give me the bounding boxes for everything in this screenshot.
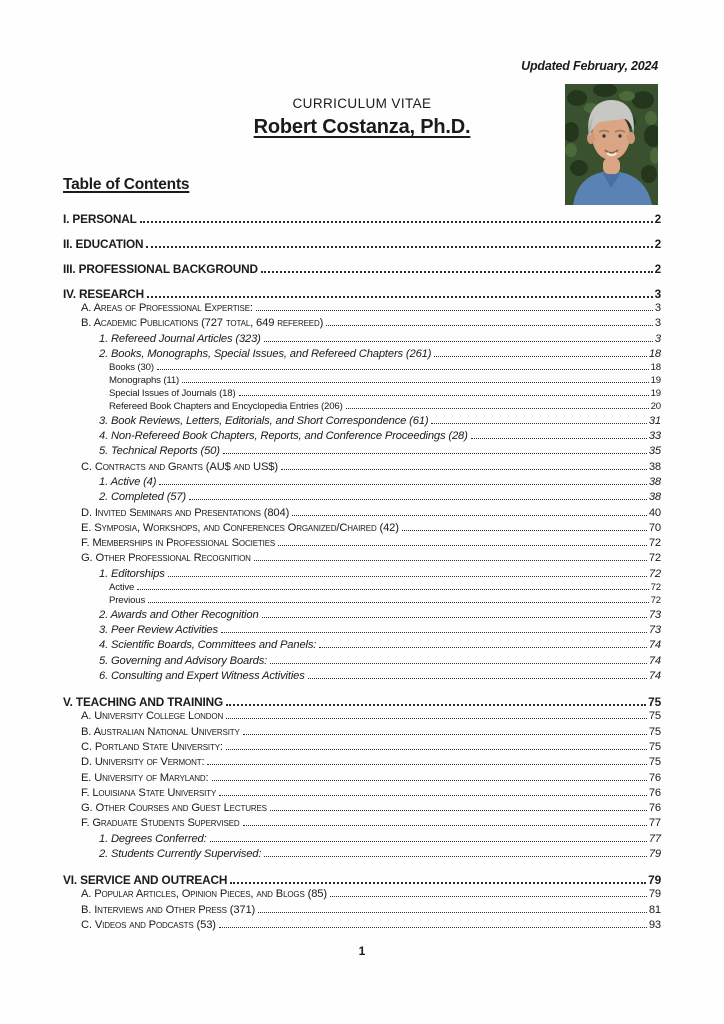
toc-leader-dots [434, 356, 647, 357]
toc-entry-label: G. Other Professional Recognition [81, 552, 251, 565]
toc-entry-page: 77 [648, 832, 661, 845]
toc-entry-page: 74 [648, 670, 661, 683]
toc-leader-dots [182, 382, 649, 383]
toc-entry [63, 332, 661, 347]
toc-entry [63, 654, 661, 669]
toc-entry-page: 72 [650, 582, 661, 594]
toc-entry-label: II. EDUCATION [63, 237, 144, 251]
toc-entry-label: 6. Consulting and Expert Witness Activities [99, 670, 305, 683]
toc-entry-label: A. Areas of Professional Expertise: [81, 302, 253, 314]
toc-entry-label: F. Louisiana State University [81, 786, 217, 799]
toc-entry-page: 74 [648, 654, 661, 667]
toc-leader-dots [230, 882, 646, 884]
toc-entry-page: 79 [648, 888, 661, 901]
toc-entry [63, 551, 661, 566]
toc-entry-label: A. Popular Articles, Opinion Pieces, and Blogs (85) [81, 888, 327, 901]
toc-entry-page: 33 [648, 430, 661, 443]
toc-leader-dots [219, 795, 647, 796]
toc-entry [63, 316, 661, 331]
toc-entry-label: Monographs (11) [109, 375, 180, 387]
toc-entry-label: C. Portland State University: [81, 740, 223, 753]
toc-entry-page: 79 [648, 848, 661, 861]
toc-entry-label: 5. Governing and Advisory Boards: [99, 654, 268, 667]
toc-entry [63, 887, 661, 902]
toc-leader-dots [258, 912, 647, 913]
toc-entry-label: 1. Degrees Conferred: [99, 832, 207, 845]
toc-entry-page: 72 [648, 567, 661, 580]
toc-entry-page: 40 [648, 506, 661, 519]
toc-entry [63, 582, 661, 595]
toc-entry-page: 72 [648, 537, 661, 550]
toc-entry-page: 19 [650, 375, 661, 387]
toc-entry-label: E. University of Maryland: [81, 771, 209, 784]
toc-entry [63, 212, 661, 226]
toc-entry-label: B. Australian National University [81, 725, 240, 738]
document-type-heading: CURRICULUM VITAE [292, 96, 432, 111]
toc-entry-page: 18 [650, 362, 661, 374]
toc-entry [63, 816, 661, 831]
toc-entry [63, 695, 661, 709]
toc-entry-label: VI. SERVICE AND OUTREACH [63, 873, 228, 888]
toc-leader-dots [256, 310, 653, 311]
toc-entry-page: 3 [654, 332, 661, 345]
toc-entry [63, 375, 661, 388]
toc-leader-dots [264, 341, 653, 342]
toc-entry-label: Books (30) [109, 362, 154, 374]
toc-entry [63, 536, 661, 551]
toc-heading: Table of Contents [63, 176, 190, 193]
updated-date: Updated February, 2024 [521, 59, 658, 73]
toc-entry-page: 93 [648, 918, 661, 931]
toc-entry-page: 38 [648, 491, 661, 504]
toc-entry-page: 75 [648, 710, 661, 723]
toc-entry [63, 740, 661, 755]
toc-list [63, 201, 661, 933]
toc-leader-dots [148, 602, 648, 603]
toc-entry [63, 414, 661, 429]
toc-leader-dots [261, 271, 653, 273]
toc-entry [63, 903, 661, 918]
toc-entry [63, 401, 661, 414]
toc-leader-dots [146, 246, 652, 248]
toc-entry-label: 4. Non-Refereed Book Chapters, Reports, and Conference Proceedings (28) [99, 430, 468, 443]
toc-entry-page: 3 [654, 287, 661, 301]
toc-entry-label: I. PERSONAL [63, 212, 137, 226]
toc-entry-label: G. Other Courses and Guest Lectures [81, 802, 267, 815]
toc-leader-dots [330, 896, 647, 897]
toc-entry-page: 77 [648, 817, 661, 830]
toc-entry-label: 3. Book Reviews, Letters, Editorials, and Short Correspondence (61) [99, 414, 429, 427]
toc-leader-dots [431, 423, 646, 424]
toc-entry-page: 75 [648, 725, 661, 738]
toc-entry-label: 2. Books, Monographs, Special Issues, and Refereed Chapters (261) [99, 347, 432, 360]
toc-leader-dots [159, 484, 647, 485]
toc-leader-dots [168, 576, 647, 577]
toc-leader-dots [346, 408, 649, 409]
toc-entry-page: 81 [648, 903, 661, 916]
toc-entry-label: III. PROFESSIONAL BACKGROUND [63, 262, 258, 276]
toc-entry-page: 74 [648, 639, 661, 652]
toc-entry-label: Special Issues of Journals (18) [109, 388, 236, 399]
toc-entry [63, 595, 661, 608]
toc-leader-dots [243, 825, 647, 826]
toc-entry-page: 76 [648, 802, 661, 815]
toc-entry-label: IV. RESEARCH [63, 287, 145, 301]
toc-entry-page: 19 [650, 388, 661, 399]
toc-leader-dots [226, 718, 647, 719]
toc-leader-dots [243, 734, 647, 735]
toc-leader-dots [212, 780, 647, 781]
toc-entry [63, 287, 661, 301]
toc-leader-dots [254, 560, 647, 561]
toc-leader-dots [226, 749, 647, 750]
toc-leader-dots [292, 515, 647, 516]
toc-entry-page: 73 [648, 624, 661, 637]
toc-entry-page: 72 [648, 552, 661, 565]
toc-leader-dots [281, 469, 647, 470]
toc-entry [63, 388, 661, 401]
toc-entry [63, 755, 661, 770]
toc-entry [63, 237, 661, 251]
toc-entry [63, 506, 661, 521]
page-number: 1 [358, 944, 366, 958]
toc-entry-label: D. Invited Seminars and Presentations (804) [81, 506, 290, 519]
toc-entry-label: 3. Peer Review Activities [99, 624, 218, 637]
toc-entry-label: C. Contracts and Grants (AU$ and US$) [81, 460, 278, 473]
toc-entry-page: 73 [648, 608, 661, 621]
toc-entry-label: Refereed Book Chapters and Encyclopedia Entries (206) [109, 400, 343, 412]
toc-entry-label: 1. Active (4) [99, 476, 157, 488]
toc-entry-label: B. Academic Publications (727 total, 649 refereed) [81, 317, 324, 330]
toc-leader-dots [223, 453, 647, 454]
toc-entry-label: 5. Technical Reports (50) [99, 445, 220, 458]
toc-entry-page: 38 [648, 476, 661, 488]
toc-entry-page: 2 [654, 237, 661, 251]
toc-entry-label: C. Videos and Podcasts (53) [81, 918, 216, 931]
toc-entry-label: D. University of Vermont: [81, 756, 205, 769]
toc-entry [63, 608, 661, 623]
toc-entry-label: B. Interviews and Other Press (371) [81, 903, 256, 916]
toc-entry [63, 490, 661, 505]
toc-entry-page: 3 [654, 302, 661, 314]
toc-entry-label: 4. Scientific Boards, Committees and Panels: [99, 639, 317, 652]
toc-entry [63, 873, 661, 887]
toc-entry-page: 70 [648, 521, 661, 534]
toc-leader-dots [207, 764, 646, 765]
toc-entry-page: 75 [648, 695, 661, 710]
toc-entry-label: 2. Completed (57) [99, 491, 186, 504]
toc-leader-dots [210, 841, 647, 842]
toc-entry-label: E. Symposia, Workshops, and Conferences Organized/Chaired (42) [81, 521, 399, 534]
toc-entry-page: 2 [654, 262, 661, 276]
toc-entry-label: 2. Awards and Other Recognition [99, 608, 259, 621]
toc-entry [63, 460, 661, 475]
toc-entry [63, 301, 661, 316]
toc-entry [63, 475, 661, 490]
toc-entry-page: 35 [648, 445, 661, 458]
toc-leader-dots [308, 678, 647, 679]
toc-entry-label: Active [109, 582, 135, 594]
toc-entry-label: F. Graduate Students Supervised [81, 817, 240, 830]
toc-leader-dots [262, 617, 647, 618]
toc-entry [63, 567, 661, 582]
toc-entry-page: 20 [650, 400, 661, 412]
toc-entry [63, 444, 661, 459]
toc-entry-page: 31 [648, 414, 661, 427]
toc-entry [63, 623, 661, 638]
toc-entry-page: 2 [654, 212, 661, 226]
toc-entry [63, 832, 661, 847]
toc-leader-dots [471, 438, 647, 439]
toc-entry [63, 725, 661, 740]
toc-entry-label: Previous [109, 594, 146, 606]
toc-entry [63, 709, 661, 724]
toc-leader-dots [137, 589, 648, 590]
toc-leader-dots [402, 530, 647, 531]
toc-leader-dots [147, 296, 653, 298]
toc-entry-page: 75 [648, 756, 661, 769]
toc-entry [63, 669, 661, 684]
toc-entry [63, 638, 661, 653]
toc-entry [63, 918, 661, 933]
toc-leader-dots [226, 704, 646, 706]
toc-entry [63, 362, 661, 375]
toc-entry-label: A. University College London [81, 710, 224, 723]
toc-entry-page: 76 [648, 786, 661, 799]
toc-entry [63, 521, 661, 536]
toc-entry [63, 771, 661, 786]
toc-entry-page: 38 [648, 460, 661, 473]
toc-entry-label: F. Memberships in Professional Societies [81, 537, 276, 550]
toc-entry-page: 3 [654, 317, 661, 330]
toc-leader-dots [278, 545, 647, 546]
toc-leader-dots [221, 632, 647, 633]
toc-entry-label: V. TEACHING AND TRAINING [63, 695, 224, 710]
toc-entry-label: 1. Editorships [99, 567, 165, 580]
toc-leader-dots [326, 325, 653, 326]
toc-entry [63, 262, 661, 276]
toc-leader-dots [157, 369, 649, 370]
toc-entry-page: 76 [648, 771, 661, 784]
toc-entry [63, 429, 661, 444]
toc-entry [63, 786, 661, 801]
toc-leader-dots [264, 856, 647, 857]
toc-leader-dots [189, 499, 647, 500]
toc-entry-label: 2. Students Currently Supervised: [99, 848, 262, 861]
toc-entry [63, 801, 661, 816]
toc-entry-page: 79 [648, 873, 661, 888]
person-name-title: Robert Costanza, Ph.D. [253, 116, 471, 138]
toc-leader-dots [239, 395, 649, 396]
toc-entry-page: 72 [650, 594, 661, 606]
toc-entry [63, 347, 661, 362]
toc-leader-dots [219, 927, 647, 928]
toc-leader-dots [319, 647, 647, 648]
toc-entry-page: 75 [648, 740, 661, 753]
toc-leader-dots [140, 221, 653, 223]
toc-leader-dots [270, 663, 647, 664]
toc-entry [63, 847, 661, 862]
toc-entry-page: 18 [648, 347, 661, 360]
toc-entry-label: 1. Refereed Journal Articles (323) [99, 332, 261, 345]
toc-leader-dots [270, 810, 647, 811]
